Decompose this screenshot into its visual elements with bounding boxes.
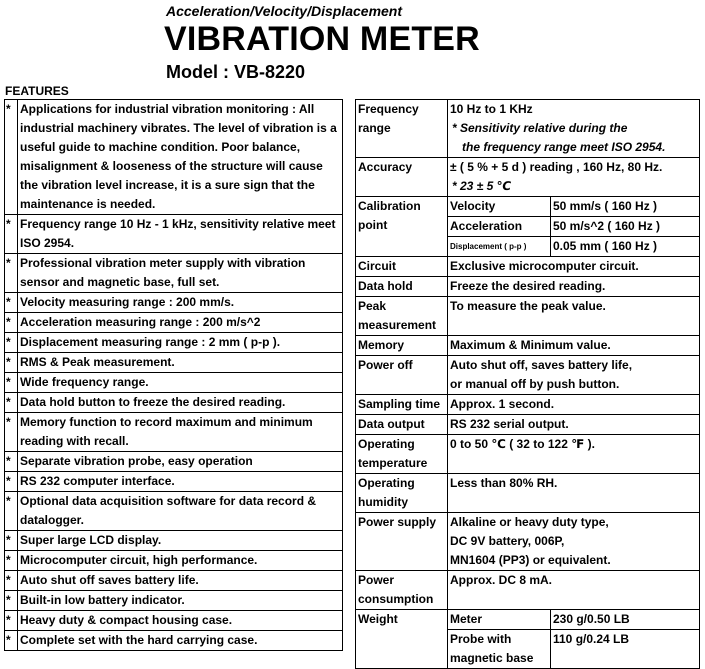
spec-row-sampling — [356, 395, 700, 415]
bullet-star: * — [5, 472, 18, 492]
feature-text: Memory function to record maximum and minimum reading with recall. — [18, 413, 343, 452]
feature-text: Heavy duty & compact housing case. — [18, 611, 343, 631]
feature-row — [5, 333, 343, 353]
bullet-star: * — [5, 591, 18, 611]
feature-text: Complete set with the hard carrying case. — [18, 631, 343, 651]
spec-label: Power consumption — [356, 571, 448, 610]
bullet-star: * — [5, 393, 18, 413]
bullet-star: * — [5, 333, 18, 353]
bullet-star: * — [5, 611, 18, 631]
feature-text: Applications for industrial vibration monitoring : All industrial machinery vibrates. The level of vibration is a useful guide to machine condition. Poor balance, misalignment & looseness of the structure will cause the vibration level increase, it is a sure sign that the maintenance is needed. — [18, 100, 343, 215]
frequency-note-2: the frequency range meet ISO 2954. — [462, 140, 666, 154]
feature-text: Wide frequency range. — [18, 373, 343, 393]
spec-value — [448, 513, 700, 571]
specs-table — [355, 99, 700, 669]
spec-row-data-hold — [356, 277, 700, 297]
bullet-star: * — [5, 531, 18, 551]
spec-row-power-supply — [356, 513, 700, 571]
bullet-star: * — [5, 293, 18, 313]
spec-value: Freeze the desired reading. — [448, 277, 700, 297]
feature-row — [5, 254, 343, 293]
calibration-name: Velocity — [448, 197, 551, 217]
spec-value — [448, 158, 700, 197]
bullet-star: * — [5, 254, 18, 293]
calibration-value: 50 m/s^2 ( 160 Hz ) — [551, 217, 700, 237]
feature-row — [5, 571, 343, 591]
spec-row-data-output — [356, 415, 700, 435]
spec-row-calibration-velocity — [356, 197, 700, 217]
frequency-value: 10 Hz to 1 KHz — [450, 102, 533, 116]
spec-label: Memory — [356, 336, 448, 356]
bullet-star: * — [5, 631, 18, 651]
feature-row — [5, 551, 343, 571]
accuracy-value: ± ( 5 % + 5 d ) reading , 160 Hz, 80 Hz. — [450, 160, 663, 174]
bullet-star: * — [5, 215, 18, 254]
feature-row — [5, 313, 343, 333]
power-off-line-1: Auto shut off, saves battery life, — [450, 358, 633, 372]
spec-label: Accuracy — [356, 158, 448, 197]
feature-row — [5, 413, 343, 452]
power-off-line-2: or manual off by push button. — [450, 377, 620, 391]
feature-row — [5, 531, 343, 551]
weight-name: Meter — [448, 610, 551, 630]
weight-value: 230 g/0.50 LB — [551, 610, 700, 630]
spec-value: Approx. DC 8 mA. — [448, 571, 700, 610]
feature-text: Professional vibration meter supply with vibration sensor and magnetic base, full set. — [18, 254, 343, 293]
bullet-star: * — [5, 492, 18, 531]
feature-text: Built-in low battery indicator. — [18, 591, 343, 611]
calibration-name: Displacement ( p-p ) — [448, 237, 551, 257]
spec-label: Power supply — [356, 513, 448, 571]
spec-row-power-off — [356, 356, 700, 395]
header-subtitle: Acceleration/Velocity/Displacement — [166, 3, 403, 19]
spec-row-frequency — [356, 100, 700, 158]
model-number: Model : VB-8220 — [166, 62, 306, 82]
spec-label: Power off — [356, 356, 448, 395]
weight-name: Probe with magnetic base — [448, 630, 551, 669]
spec-value: To measure the peak value. — [448, 297, 700, 336]
features-table — [4, 99, 343, 651]
weight-value: 110 g/0.24 LB — [551, 630, 700, 669]
spec-label: Data output — [356, 415, 448, 435]
power-supply-line-3: MN1604 (PP3) or equivalent. — [450, 553, 611, 567]
features-heading: FEATURES — [5, 84, 69, 98]
feature-row — [5, 100, 343, 215]
bullet-star: * — [5, 353, 18, 373]
bullet-star: * — [5, 413, 18, 452]
power-supply-line-1: Alkaline or heavy duty type, — [450, 515, 609, 529]
bullet-star: * — [5, 452, 18, 472]
calibration-value: 0.05 mm ( 160 Hz ) — [551, 237, 700, 257]
feature-text: Frequency range 10 Hz - 1 kHz, sensitivity relative meet ISO 2954. — [18, 215, 343, 254]
feature-text: Acceleration measuring range : 200 m/s^2 — [18, 313, 343, 333]
spec-label: Operating temperature — [356, 435, 448, 474]
feature-row — [5, 492, 343, 531]
spec-row-weight-meter — [356, 610, 700, 630]
calibration-value: 50 mm/s ( 160 Hz ) — [551, 197, 700, 217]
spec-value: Exclusive microcomputer circuit. — [448, 257, 700, 277]
feature-row — [5, 472, 343, 492]
feature-text: Displacement measuring range : 2 mm ( p-p ). — [18, 333, 343, 353]
feature-text: Microcomputer circuit, high performance. — [18, 551, 343, 571]
spec-label: Weight — [356, 610, 448, 669]
spec-value: Less than 80% RH. — [448, 474, 700, 513]
spec-label: Calibration point — [356, 197, 448, 257]
bullet-star: * — [5, 551, 18, 571]
feature-row — [5, 611, 343, 631]
feature-row — [5, 452, 343, 472]
bullet-star: * — [5, 571, 18, 591]
spec-value: 0 to 50 ℃ ( 32 to 122 ℉ ). — [448, 435, 700, 474]
spec-value — [448, 100, 700, 158]
feature-text: Auto shut off saves battery life. — [18, 571, 343, 591]
frequency-note-1: * Sensitivity relative during the — [452, 121, 628, 135]
feature-text: RS 232 computer interface. — [18, 472, 343, 492]
spec-value — [448, 356, 700, 395]
spec-value: RS 232 serial output. — [448, 415, 700, 435]
spec-row-operating-temperature — [356, 435, 700, 474]
spec-row-operating-humidity — [356, 474, 700, 513]
bullet-star: * — [5, 373, 18, 393]
feature-text: Velocity measuring range : 200 mm/s. — [18, 293, 343, 313]
spec-value: Maximum & Minimum value. — [448, 336, 700, 356]
spec-row-power-consumption — [356, 571, 700, 610]
spec-row-circuit — [356, 257, 700, 277]
spec-label: Frequency range — [356, 100, 448, 158]
feature-row — [5, 373, 343, 393]
bullet-star: * — [5, 100, 18, 215]
feature-text: RMS & Peak measurement. — [18, 353, 343, 373]
feature-row — [5, 393, 343, 413]
calibration-name: Acceleration — [448, 217, 551, 237]
feature-text: Separate vibration probe, easy operation — [18, 452, 343, 472]
accuracy-note: * 23 ± 5 ℃ — [452, 179, 512, 193]
spec-value: Approx. 1 second. — [448, 395, 700, 415]
spec-label: Data hold — [356, 277, 448, 297]
feature-text: Data hold button to freeze the desired reading. — [18, 393, 343, 413]
feature-row — [5, 631, 343, 651]
spec-row-memory — [356, 336, 700, 356]
bullet-star: * — [5, 313, 18, 333]
feature-text: Super large LCD display. — [18, 531, 343, 551]
features-body — [5, 100, 343, 651]
spec-label: Operating humidity — [356, 474, 448, 513]
feature-text: Optional data acquisition software for data record & datalogger. — [18, 492, 343, 531]
spec-label: Sampling time — [356, 395, 448, 415]
spec-row-accuracy — [356, 158, 700, 197]
feature-row — [5, 591, 343, 611]
spec-label: Circuit — [356, 257, 448, 277]
power-supply-line-2: DC 9V battery, 006P, — [450, 534, 565, 548]
spec-label: Peak measurement — [356, 297, 448, 336]
feature-row — [5, 353, 343, 373]
spec-row-peak — [356, 297, 700, 336]
page-title: VIBRATION METER — [164, 20, 480, 58]
feature-row — [5, 215, 343, 254]
feature-row — [5, 293, 343, 313]
